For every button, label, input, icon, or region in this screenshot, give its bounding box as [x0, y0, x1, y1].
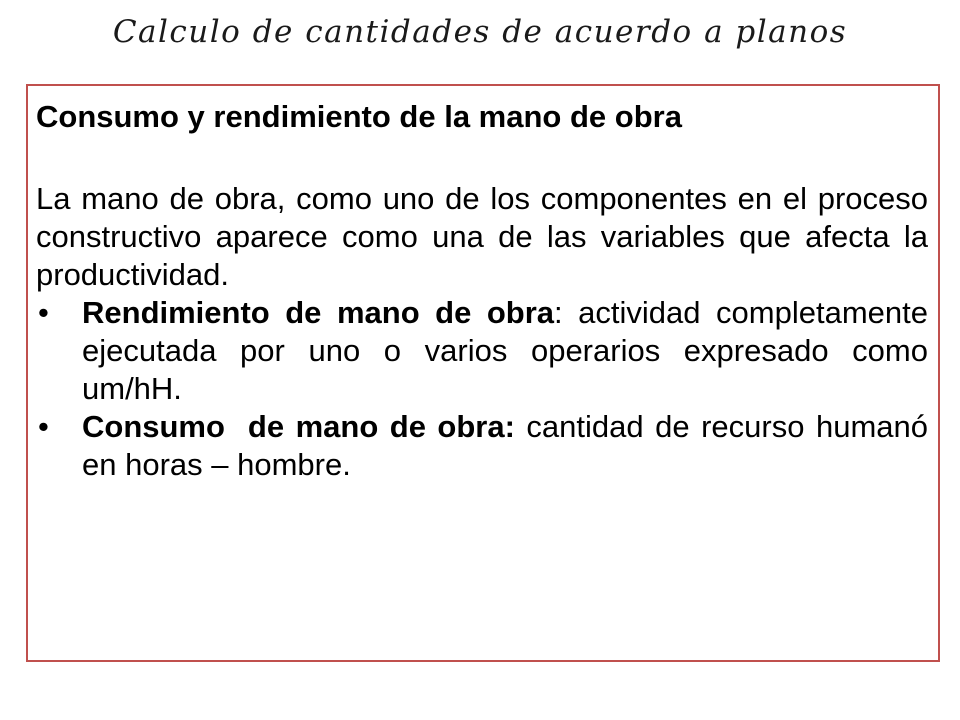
slide-title: Calculo de cantidades de acuerdo a planos	[112, 14, 848, 50]
bullet-item-consumo	[36, 408, 928, 484]
bullet-item-rendimiento	[36, 294, 928, 408]
spacer	[36, 140, 928, 180]
content-box	[26, 84, 940, 662]
bullet-text: : actividad completamente ejecutada por uno o varios operarios expresado como um/hH.	[82, 295, 928, 406]
bullet-marker: •	[38, 295, 49, 330]
bullet-term: Consumo de mano de obra:	[82, 409, 515, 444]
content-body	[36, 94, 928, 484]
bullet-term: Rendimiento de mano de obra	[82, 295, 555, 330]
section-heading: Consumo y rendimiento de la mano de obra	[36, 99, 682, 134]
bullet-text: cantidad de recurso humanó en horas – hombre.	[82, 409, 928, 482]
intro-paragraph: La mano de obra, como uno de los componentes en el proceso constructivo aparece como una de las variables que afecta la productividad.	[36, 181, 928, 292]
bullet-list	[36, 294, 928, 484]
bullet-marker: •	[38, 409, 49, 444]
